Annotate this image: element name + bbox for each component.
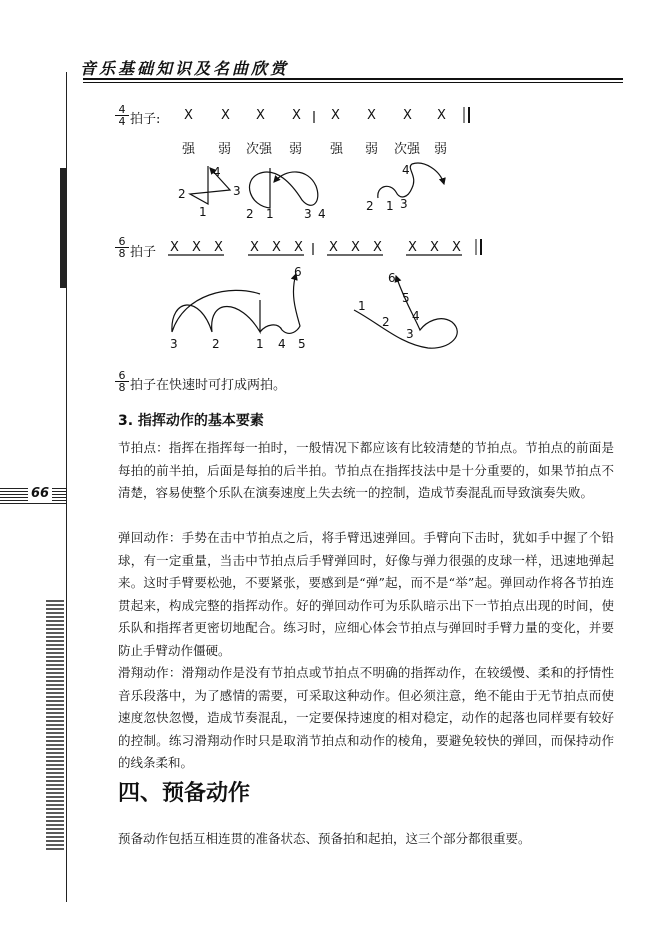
conducting-diagram-4-4-legato (360, 158, 460, 216)
bar-line (308, 240, 318, 258)
beat-mark: X (221, 108, 230, 123)
running-head: 音乐基础知识及名曲欣赏 (80, 59, 290, 78)
beat-strength: 强 (182, 142, 196, 157)
beat-number: 1 (199, 205, 207, 219)
beat-number: 3 (233, 184, 241, 198)
beat-strength: 弱 (365, 142, 379, 157)
time-sig-numerator: 4 (115, 104, 129, 116)
beat-number: 1 (386, 199, 394, 213)
beat-mark: X (184, 108, 193, 123)
beat-mark: X (170, 240, 179, 255)
beat-mark: X (430, 240, 439, 255)
six-eight-note: 拍子在快速时可打成两拍。 (130, 378, 287, 393)
beat-mark: X (272, 240, 281, 255)
beat-mark: X (373, 240, 382, 255)
beat-number: 6 (294, 265, 302, 279)
beat-strength: 次强 (246, 142, 273, 157)
chapter-heading: 四、预备动作 (118, 781, 251, 806)
paragraph-rebound: 弹回动作：手势在击中节拍点之后，将手臂迅速弹回。手臂向下击时，犹如手中握了个铅球，有一定重量，当击中节拍点后手臂弹回时，好像与弹力很强的皮球一样，迅速地弹起来。这时手臂要松弛，不要紧张，要感到是“弹”起，而不是“举”起。弹回动作将各节拍连贯起来，构成完整的指挥动作。好的弹回动作可为乐队暗示出下一节拍点出现的时间，使乐队和指挥者更密切地配合。练习时，应细心体会节拍点与弹回时手臂力量的变化，并要防止手臂动作僵硬。 (118, 530, 614, 658)
header-rule-thin (83, 82, 623, 83)
beat-number: 5 (402, 291, 410, 305)
beat-mark: X (329, 240, 338, 255)
beat-number: 6 (388, 271, 396, 285)
time-sig-numerator: 6 (115, 236, 129, 248)
beat-number: 4 (318, 207, 326, 221)
beat-mark: X (403, 108, 412, 123)
time-sig-denominator: 4 (118, 115, 126, 128)
beat-mark: X (437, 108, 446, 123)
beat-strength: 弱 (218, 142, 232, 157)
beat-mark: X (294, 240, 303, 255)
beat-number: 2 (366, 199, 374, 213)
beat-number: 2 (382, 315, 390, 329)
beat-number: 2 (212, 337, 220, 351)
note-fraction-numerator: 6 (115, 370, 129, 382)
beat-strength: 弱 (289, 142, 303, 157)
beat-mark: X (214, 240, 223, 255)
bar-line (308, 108, 320, 126)
header-rule (83, 78, 623, 80)
spine-shadow (60, 168, 66, 288)
note-fraction-denominator: 8 (118, 381, 126, 394)
beat-number: 4 (412, 309, 420, 323)
time-sig-denominator: 8 (118, 247, 126, 260)
beat-number: 3 (304, 207, 312, 221)
beat-number: 4 (213, 165, 221, 179)
paragraph-beat-point: 节拍点：指挥在指挥每一拍时，一般情况下都应该有比较清楚的节拍点。节拍点的前面是每拍的前半拍，后面是每拍的后半拍。节拍点在指挥技法中是十分重要的，如果节拍点不清楚，容易使整个乐队在演奏速度上失去统一的控制，造成节奏混乱而导致演奏失败。 (118, 440, 614, 500)
section-heading: 3. 指挥动作的基本要素 (118, 413, 264, 429)
beat-number: 3 (400, 197, 408, 211)
beat-mark: X (367, 108, 376, 123)
note-fraction (115, 370, 129, 393)
margin-rule (66, 72, 67, 902)
beat-number: 2 (246, 207, 254, 221)
beat-number: 5 (298, 337, 306, 351)
final-bar-line (460, 105, 474, 125)
page-number: 66 (28, 486, 52, 501)
beat-number: 2 (178, 187, 186, 201)
time-signature-4-4 (115, 104, 129, 127)
beat-mark: X (351, 240, 360, 255)
beat-mark: X (250, 240, 259, 255)
conducting-diagram-6-8-basic (160, 264, 330, 354)
beat-number: 3 (170, 337, 178, 351)
beat-mark: X (292, 108, 301, 123)
beat-strength: 强 (330, 142, 344, 157)
beat-mark: X (192, 240, 201, 255)
conducting-diagram-4-4-flowing (236, 160, 336, 222)
beat-strength: 弱 (434, 142, 448, 157)
conducting-diagram-6-8-legato (340, 264, 470, 354)
beat-number: 4 (278, 337, 286, 351)
beat-mark: X (256, 108, 265, 123)
beat-number: 4 (402, 163, 410, 177)
time-signature-6-8 (115, 236, 129, 259)
paragraph-glide: 滑翔动作：滑翔动作是没有节拍点或节拍点不明确的指挥动作，在较缓慢、柔和的抒情性音乐段落中，为了感情的需要，可采取这种动作。但必须注意，绝不能由于无节拍点而使速度忽快忽慢，造成节奏混乱，一定要保持速度的相对稳定，动作的起落也同样要有较好的控制。练习滑翔动作时只是取消节拍点和动作的棱角，要避免较快的弹回，而保持动作的线条柔和。 (118, 665, 614, 770)
six-eight-label: 拍子 (130, 245, 157, 260)
four-four-label: 拍子: (130, 112, 161, 127)
beat-number: 3 (406, 327, 414, 341)
paragraph-preparation: 预备动作包括互相连贯的准备状态、预备拍和起拍，这三个部分都很重要。 (118, 831, 531, 846)
beat-strength: 次强 (394, 142, 421, 157)
beat-number: 1 (358, 299, 366, 313)
beat-number: 1 (256, 337, 264, 351)
beat-mark: X (452, 240, 461, 255)
beat-mark: X (408, 240, 417, 255)
beat-mark: X (331, 108, 340, 123)
spine-pattern (46, 600, 64, 850)
final-bar-line (472, 237, 486, 257)
beat-number: 1 (266, 207, 274, 221)
